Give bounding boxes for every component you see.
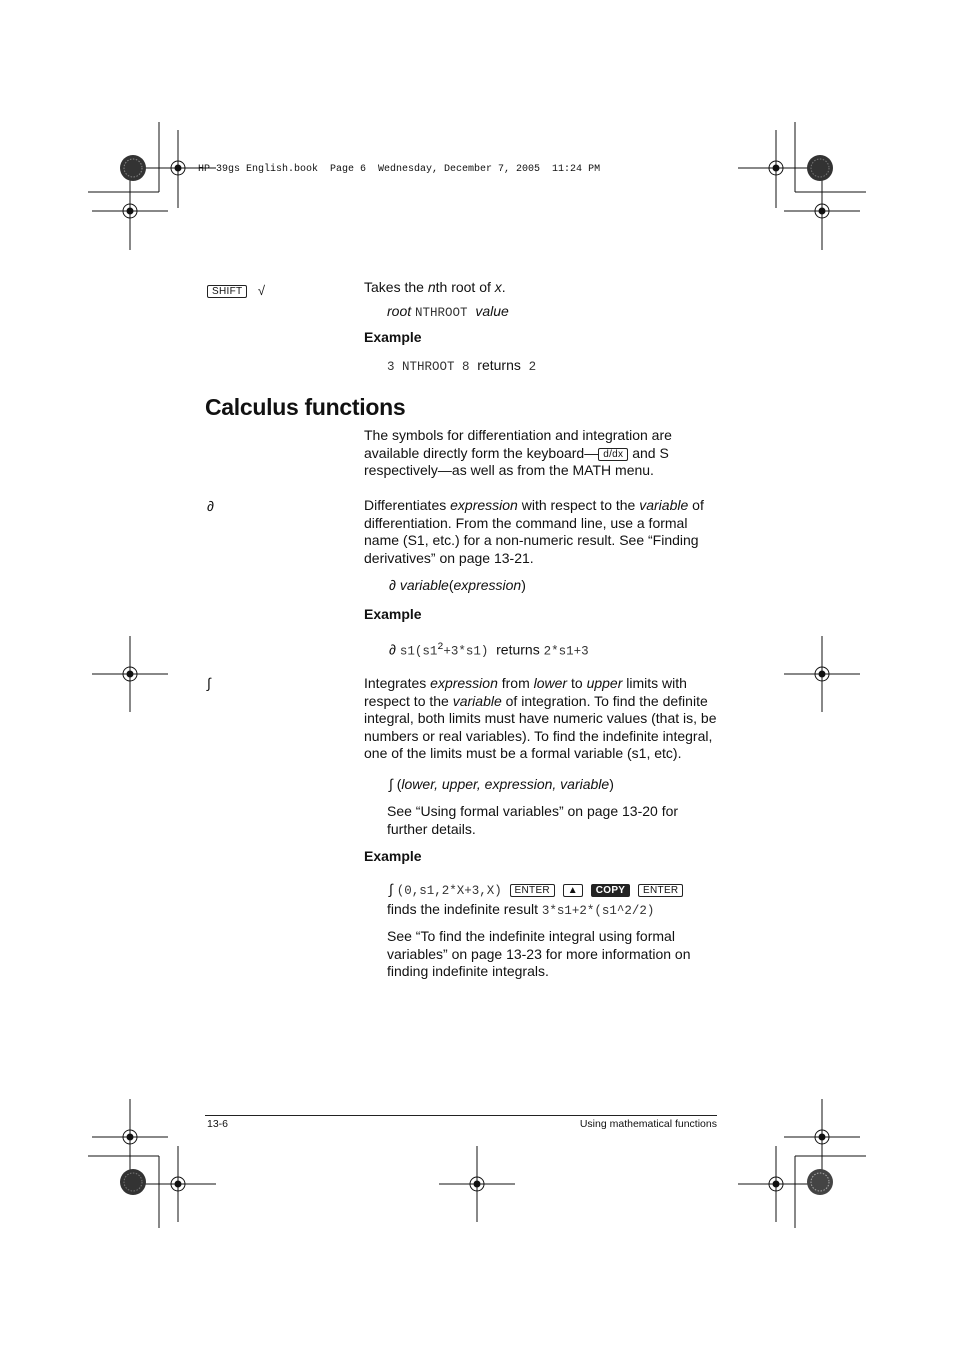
chapter-title: Using mathematical functions: [579, 1118, 717, 1130]
enter-key: ENTER: [638, 884, 683, 897]
shift-key: SHIFT: [207, 285, 247, 298]
integral-see-note-2: See “To find the indefinite integral using formal variables” on page 13-23 for more information on finding indefinite integrals.: [387, 928, 691, 979]
root-symbol: √: [257, 283, 265, 298]
section-title: Calculus functions: [205, 394, 406, 420]
example-label: Example: [364, 848, 422, 864]
calculus-intro: The symbols for differentiation and integration are available directly form the keyboard— d/dx and S respectively—as well as from the MATH menu.: [364, 427, 672, 478]
derivative-description: Differentiates expression with respect to the variable of differentiation. From the command line, use a formal name (S1, etc.) for a non-numeric result. See “Finding derivatives” on page 13-21.: [364, 497, 704, 566]
footer-rule: [205, 1115, 717, 1116]
nthroot-description: Takes the nth root of x.: [364, 279, 506, 295]
integral-description: Integrates expression from lower to upper limits with respect to the variable of integration. To find the definite integral, both limits must have numeric values (that is, be numbers or real variables). To find the indefinite integral, one of the limits must be a formal variable (s1, etc).: [364, 675, 717, 761]
integral-see-note: See “Using formal variables” on page 13-20 for further details.: [387, 803, 679, 837]
page-number: 13-6: [207, 1118, 229, 1130]
up-arrow-key: ▲: [563, 884, 583, 897]
nthroot-example: 3 NTHROOT 8 returns 2: [387, 357, 537, 374]
integral-syntax: ∫ (lower, upper, expression, variable): [389, 776, 614, 792]
example-label: Example: [364, 606, 422, 622]
nthroot-syntax: root NTHROOT value: [387, 303, 509, 320]
copy-key: COPY: [591, 884, 631, 897]
print-header: HP 39gs English.book Page 6 Wednesday, December 7, 2005 11:24 PM: [198, 164, 601, 175]
integral-example-keys: ∫ (0,s1,2*X+3,X) ENTER ▲ COPY ENTER: [389, 881, 683, 901]
derivative-syntax: ∂ variable(expression): [389, 577, 526, 593]
partial-derivative-icon: ∂: [207, 498, 214, 514]
integral-example-result: finds the indefinite result 3*s1+2*(s1^2/2): [387, 901, 655, 918]
integral-icon: ∫: [207, 675, 211, 691]
derivative-example: ∂ $s1(s1^2+3*s1)$ returns 2*s1+3: [389, 641, 589, 659]
example-label: Example: [364, 329, 422, 345]
enter-key: ENTER: [510, 884, 555, 897]
d-dx-key: d/dx: [598, 448, 628, 461]
nthroot-keys: [207, 282, 265, 300]
